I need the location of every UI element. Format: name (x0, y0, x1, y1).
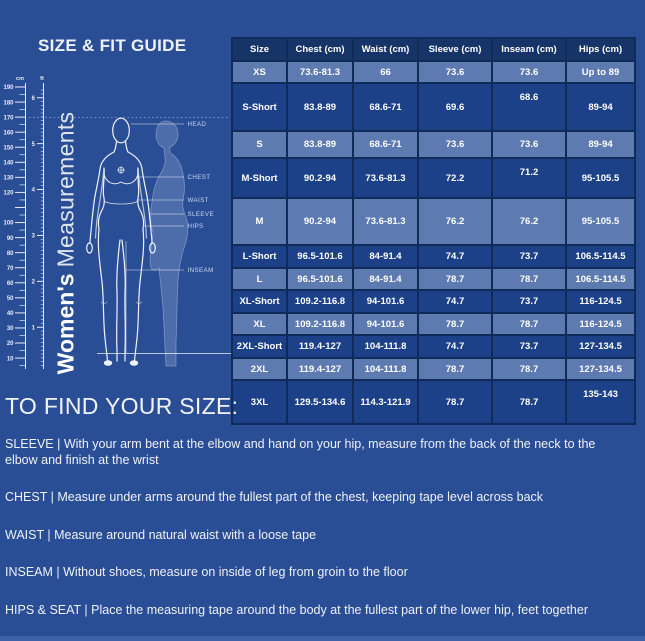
cell-chest: 129.5-134.6 (287, 380, 353, 424)
column-header: Hips (cm) (566, 38, 635, 61)
cell-waist: 73.6-81.3 (353, 158, 418, 198)
size-chart (231, 37, 636, 425)
cell-hips: 95-105.5 (566, 198, 635, 245)
instruction-item: SLEEVE | With your arm bent at the elbow and hand on your hip, measure from the back of the neck to the elbow and finish at the wrist (5, 437, 596, 467)
cell-inseam: 68.6 (492, 83, 566, 131)
cell-size: XS (232, 61, 287, 83)
inseam-label: INSEAM (187, 267, 214, 275)
side-silhouette (150, 121, 188, 366)
cell-sleeve: 74.7 (418, 245, 492, 268)
cm-tick-label: 90 (6, 235, 14, 242)
table-row (232, 313, 635, 335)
cell-waist: 73.6-81.3 (353, 198, 418, 245)
cell-chest: 109.2-116.8 (287, 313, 353, 335)
cell-chest: 109.2-116.8 (287, 290, 353, 313)
cm-tick-label: 180 (3, 100, 14, 107)
cell-inseam: 78.7 (492, 313, 566, 335)
cell-inseam: 73.6 (492, 61, 566, 83)
cell-hips: 116-124.5 (566, 290, 635, 313)
cm-tick-label: 10 (6, 356, 14, 363)
instruction-item: WAIST | Measure around natural waist with a loose tape (5, 527, 317, 542)
table-header-row (232, 38, 635, 61)
cell-chest: 96.5-101.6 (287, 245, 353, 268)
cell-size: L (232, 268, 287, 290)
cell-sleeve: 78.7 (418, 380, 492, 424)
table-row (232, 83, 635, 131)
cell-chest: 90.2-94 (287, 198, 353, 245)
size-table (231, 37, 636, 425)
column-header: Inseam (cm) (492, 38, 566, 61)
cell-sleeve: 76.2 (418, 198, 492, 245)
cell-inseam: 73.7 (492, 335, 566, 358)
table-row (232, 380, 635, 424)
cm-tick-label: 140 (3, 160, 14, 167)
cell-size: XL-Short (232, 290, 287, 313)
chest-ornament-icon (118, 167, 125, 174)
instruction-item: HIPS & SEAT | Place the measuring tape around the body at the fullest part of the lower hip, feet together (5, 602, 588, 617)
cell-sleeve: 74.7 (418, 335, 492, 358)
cell-waist: 68.6-71 (353, 83, 418, 131)
cell-chest: 119.4-127 (287, 335, 353, 358)
table-row (232, 335, 635, 358)
cm-tick-label: 130 (3, 175, 14, 182)
ft-tick-label: 6 (31, 95, 35, 102)
cell-hips: 106.5-114.5 (566, 245, 635, 268)
ft-tick-label: 5 (31, 141, 35, 148)
cell-size: 2XL-Short (232, 335, 287, 358)
cell-sleeve: 74.7 (418, 290, 492, 313)
vertical-label-bold: Women's (52, 273, 79, 375)
column-header: Sleeve (cm) (418, 38, 492, 61)
cell-waist: 114.3-121.9 (353, 380, 418, 424)
cell-size: M-Short (232, 158, 287, 198)
cell-inseam: 78.7 (492, 380, 566, 424)
cell-waist: 94-101.6 (353, 290, 418, 313)
cell-sleeve: 72.2 (418, 158, 492, 198)
cell-sleeve: 78.7 (418, 313, 492, 335)
chest-label: CHEST (187, 174, 211, 182)
vertical-axis-label (53, 112, 80, 375)
ft-tick-label: 2 (31, 279, 35, 286)
cell-hips: 89-94 (566, 131, 635, 158)
cell-inseam: 71.2 (492, 158, 566, 198)
cm-tick-label: 100 (3, 220, 14, 227)
cell-inseam: 78.7 (492, 358, 566, 380)
cell-chest: 83.8-89 (287, 83, 353, 131)
table-row (232, 245, 635, 268)
cell-size: L-Short (232, 245, 287, 268)
table-row (232, 268, 635, 290)
cm-tick-label: 20 (6, 341, 14, 348)
cell-size: 3XL (232, 380, 287, 424)
cell-chest: 119.4-127 (287, 358, 353, 380)
bottom-divider (0, 636, 645, 641)
cell-chest: 73.6-81.3 (287, 61, 353, 83)
ft-tick-label: 4 (31, 187, 35, 194)
cm-tick-label: 70 (6, 265, 14, 272)
cell-inseam: 73.6 (492, 131, 566, 158)
cell-inseam: 73.7 (492, 290, 566, 313)
cell-size: S-Short (232, 83, 287, 131)
table-row (232, 290, 635, 313)
cell-inseam: 78.7 (492, 268, 566, 290)
instruction-item: INSEAM | Without shoes, measure on inside of leg from groin to the floor (5, 565, 408, 579)
cell-waist: 94-101.6 (353, 313, 418, 335)
height-ruler (3, 76, 44, 369)
table-row (232, 198, 635, 245)
cell-hips: 127-134.5 (566, 358, 635, 380)
cm-tick-label: 160 (3, 130, 14, 137)
cell-hips: 89-94 (566, 83, 635, 131)
ft-tick-label: 3 (31, 233, 35, 240)
ft-tick-label: 1 (31, 325, 35, 332)
cell-size: XL (232, 313, 287, 335)
ft-unit-label: ft (40, 76, 44, 82)
table-row (232, 131, 635, 158)
cell-size: 2XL (232, 358, 287, 380)
table-row (232, 61, 635, 83)
cell-waist: 84-91.4 (353, 268, 418, 290)
cell-sleeve: 73.6 (418, 131, 492, 158)
find-size-heading: TO FIND YOUR SIZE: (5, 393, 239, 419)
cell-size: M (232, 198, 287, 245)
cell-chest: 90.2-94 (287, 158, 353, 198)
column-header: Waist (cm) (353, 38, 418, 61)
cell-sleeve: 69.6 (418, 83, 492, 131)
cell-waist: 104-111.8 (353, 358, 418, 380)
sleeve-label: SLEEVE (187, 211, 214, 219)
cell-hips: 135-143 (566, 380, 635, 424)
cm-tick-label: 120 (3, 190, 14, 197)
cell-chest: 96.5-101.6 (287, 268, 353, 290)
cell-waist: 66 (353, 61, 418, 83)
cell-inseam: 76.2 (492, 198, 566, 245)
cell-sleeve: 78.7 (418, 268, 492, 290)
cell-sleeve: 73.6 (418, 61, 492, 83)
cell-hips: Up to 89 (566, 61, 635, 83)
column-header: Chest (cm) (287, 38, 353, 61)
head-label: HEAD (187, 121, 207, 129)
cell-waist: 84-91.4 (353, 245, 418, 268)
cell-hips: 95-105.5 (566, 158, 635, 198)
column-header: Size (232, 38, 287, 61)
hips-label: HIPS (187, 223, 204, 231)
cell-hips: 106.5-114.5 (566, 268, 635, 290)
cm-tick-label: 80 (6, 250, 14, 257)
cm-tick-label: 40 (6, 311, 14, 318)
measurement-diagram (0, 0, 235, 380)
cm-tick-label: 30 (6, 326, 14, 333)
cell-chest: 83.8-89 (287, 131, 353, 158)
cell-sleeve: 78.7 (418, 358, 492, 380)
waist-label: WAIST (187, 197, 209, 205)
page-title: SIZE & FIT GUIDE (38, 36, 187, 55)
cm-tick-label: 60 (6, 280, 14, 287)
cell-inseam: 73.7 (492, 245, 566, 268)
cell-waist: 104-111.8 (353, 335, 418, 358)
front-silhouette (87, 118, 156, 366)
cell-size: S (232, 131, 287, 158)
cm-tick-label: 50 (6, 296, 14, 303)
cm-unit-label: cm (16, 76, 24, 82)
cell-hips: 116-124.5 (566, 313, 635, 335)
cm-tick-label: 170 (3, 115, 14, 122)
measuring-instructions (5, 437, 617, 640)
cm-tick-label: 190 (3, 85, 14, 92)
cell-hips: 127-134.5 (566, 335, 635, 358)
instruction-item: CHEST | Measure under arms around the fullest part of the chest, keeping tape level across back (5, 490, 544, 504)
table-row (232, 358, 635, 380)
cm-tick-label: 150 (3, 145, 14, 152)
table-row (232, 158, 635, 198)
vertical-label-regular: Measurements (52, 111, 79, 268)
cell-waist: 68.6-71 (353, 131, 418, 158)
